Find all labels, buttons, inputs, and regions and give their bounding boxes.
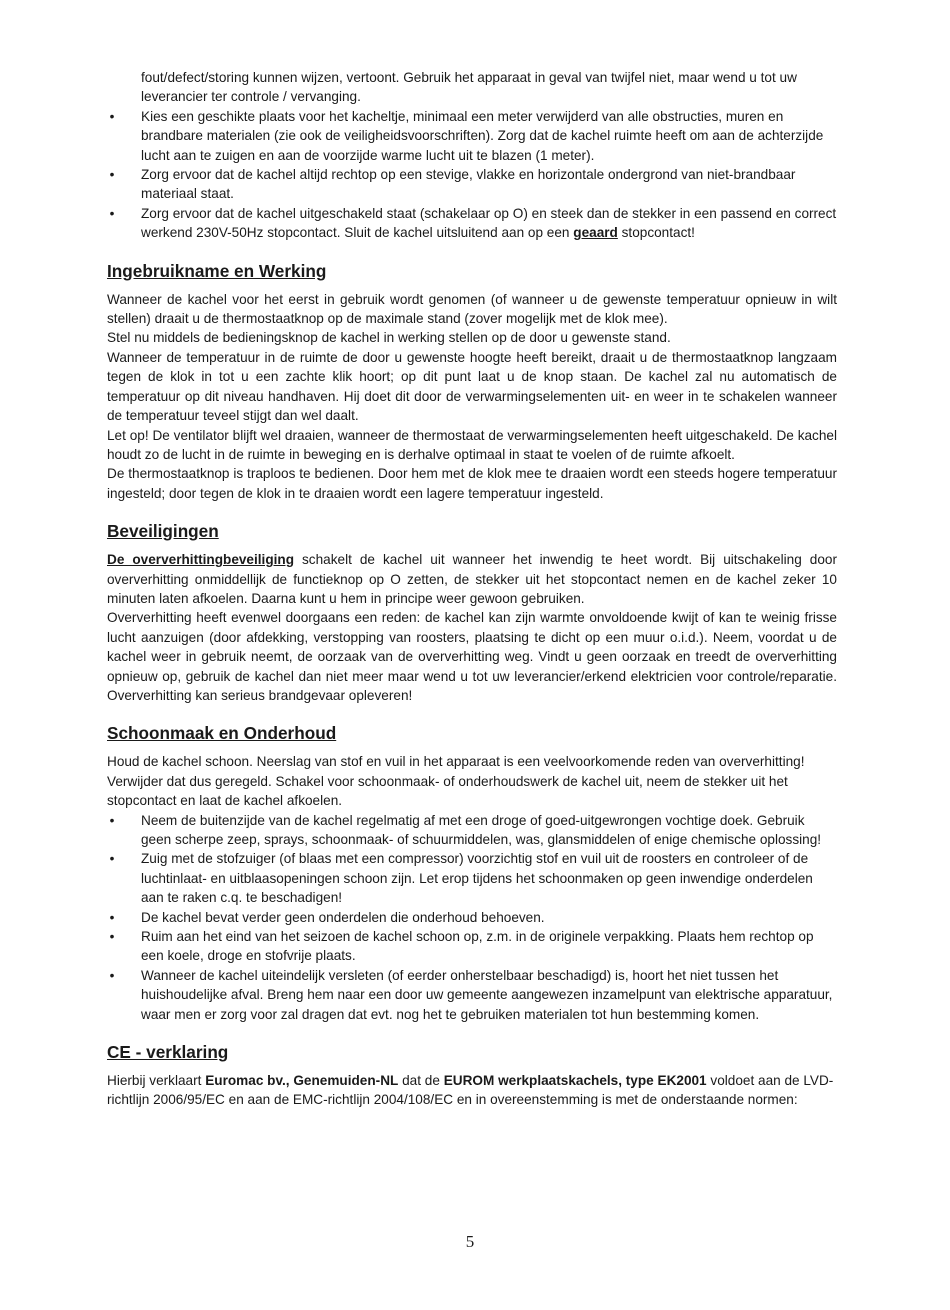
list-item: • Ruim aan het eind van het seizoen de kachel schoon op, z.m. in de originele verpakking. Plaats hem rechtop op een koele, droge en stofvrije plaats.: [107, 927, 837, 966]
list-item: • De kachel bevat verder geen onderdelen die onderhoud behoeven.: [107, 908, 837, 927]
schoonmaak-bullet-list: [107, 811, 837, 1024]
paragraph: De thermostaatknop is traploos te bedienen. Door hem met de klok mee te draaien wordt een steeds hogere temperatuur ingesteld; door tegen de klok in te draaien wordt een lagere temperatuur ingesteld.: [107, 466, 837, 501]
bullet-icon: •: [109, 929, 115, 945]
paragraph: Wanneer de kachel voor het eerst in gebruik wordt genomen (of wanneer u de gewenste temperatuur opnieuw in wilt stellen) draait u de thermostaatknop op de maximale stand (zover mogelijk met de klok mee).: [107, 291, 837, 327]
emphasis-geaard: geaard: [573, 225, 618, 241]
paragraph: Wanneer de temperatuur in de ruimte de door u gewenste hoogte heeft bereikt, draait u de thermostaatknop langzaam tegen de klok in tot u een zachte klik hoort; op dit punt laat u de knop staan. De kachel zal nu automatisch de temperatuur op dit niveau handhaven. Hij doet dit door de verwarmingselementen uit- en weer in te schakelen wanneer de temperatuur teveel stijgt dan wel daalt.: [107, 349, 837, 424]
section-heading-ingebruikname: Ingebruikname en Werking: [107, 260, 327, 281]
bullet-icon: •: [109, 851, 115, 867]
bullet-icon: •: [109, 967, 115, 983]
bullet-icon: •: [109, 909, 115, 925]
list-item: • Kies een geschikte plaats voor het kacheltje, minimaal een meter verwijderd van alle obstructies, muren en brandbare materialen (zie ook de veiligheidsvoorschriften). Zorg dat de kachel ruimte heeft om aan de achterzijde lucht aan te zuigen en aan de voorzijde warme lucht uit te blazen (1 meter).: [107, 107, 837, 165]
list-item: • Neem de buitenzijde van de kachel regelmatig af met een droge of goed-uitgewrongen vochtige doek. Gebruik geen scherpe zeep, sprays, schoonmaak- of schuurmiddelen, was, glansmiddelen of enige chemische oplossing!: [107, 811, 837, 850]
bullet-icon: •: [109, 167, 115, 183]
paragraph: Hierbij verklaart Euromac bv., Genemuiden-NL dat de EUROM werkplaatskachels, type EK2001 voldoet aan de LVD-richtlijn 2006/95/EC en aan de EMC-richtlijn 2004/108/EC en in overeenstemming is met de onderstaande normen:: [107, 1073, 834, 1108]
bullet-icon: •: [109, 108, 115, 124]
manual-page: [107, 68, 837, 1110]
list-item: • Zuig met de stofzuiger (of blaas met een compressor) voorzichtig stof en vuil uit de roosters en controleer of de luchtinlaat- en uitblaasopeningen schoon zijn. Let erop tijdens het schoonmaken op geen inwendige onderdelen aan te raken c.q. te beschadigen!: [107, 849, 837, 907]
list-item: • Zorg ervoor dat de kachel altijd rechtop op een stevige, vlakke en horizontale ondergrond van niet-brandbaar materiaal staat.: [107, 165, 837, 204]
emphasis-oververhittingbeveiliging: De oververhittingbeveiliging: [107, 552, 295, 568]
section-heading-ce: CE - verklaring: [107, 1042, 229, 1063]
bullet-icon: •: [109, 812, 115, 828]
section-heading-beveiligingen: Beveiligingen: [107, 521, 219, 542]
paragraph: Let op! De ventilator blijft wel draaien, wanneer de thermostaat de verwarmingselementen heeft uitgeschakeld. De kachel houdt zo de lucht in de ruimte in beweging en is derhalve optimaal in staat te voelen of de ruimte afkoelt.: [107, 427, 837, 462]
bullet-icon: •: [109, 205, 115, 221]
intro-bullet-list: [107, 107, 837, 243]
list-item: • Zorg ervoor dat de kachel uitgeschakeld staat (schakelaar op O) en steek dan de stekker in een passend en correct werkend 230V-50Hz stopcontact. Sluit de kachel uitsluitend aan op een geaard stopcontact!: [107, 204, 837, 243]
page-number: 5: [465, 1232, 475, 1251]
paragraph: Stel nu middels de bedieningsknop de kachel in werking stellen op de door u gewenste stand.: [107, 330, 671, 346]
intro-continuation: fout/defect/storing kunnen wijzen, vertoont. Gebruik het apparaat in geval van twijfel niet, maar wend u tot uw leverancier ter controle / vervanging.: [141, 70, 797, 105]
list-item: • Wanneer de kachel uiteindelijk versleten (of eerder onherstelbaar beschadigd) is, hoort het niet tussen het huishoudelijke afval. Breng hem naar een door uw gemeente aangewezen inzamelpunt van elektrische apparatuur, waar men er zorg voor zal dragen dat evt. nog het te gebruiken materialen tot hun bestemming komen.: [107, 966, 837, 1024]
section-heading-schoonmaak: Schoonmaak en Onderhoud: [107, 723, 337, 744]
product-name: EUROM werkplaatskachels, type EK2001: [443, 1073, 707, 1089]
paragraph: Oververhitting heeft evenwel doorgaans een reden: de kachel kan zijn warmte onvoldoende kwijt of kan te weinig frisse lucht aanzuigen (door afdekking, verstopping van roosters, plaatsing te dicht op een muur o.i.d.). Neem, voordat u de kachel weer in gebruik neemt, de oorzaak van de oververhitting weg. Vindt u geen oorzaak en treedt de oververhitting opnieuw op, gebruik de kachel dan niet meer maar wend u tot uw leverancier/erkend elektricien voor controle/reparatie. Oververhitting kan serieus brandgevaar opleveren!: [107, 610, 837, 703]
paragraph: Houd de kachel schoon. Neerslag van stof en vuil in het apparaat is een veelvoorkomende reden van oververhitting! Verwijder dat dus geregeld. Schakel voor schoonmaak- of onderhoudswerk de kachel uit, neem de stekker uit het stopcontact en laat de kachel afkoelen.: [107, 754, 805, 809]
paragraph: De oververhittingbeveiliging schakelt de kachel uit wanneer het inwendig te heet wordt. Bij uitschakeling door oververhitting onmiddellijk de functieknop op O zetten, de stekker uit het stopcontact nemen en de kachel zeker 10 minuten laten afkoelen. Daarna kunt u hem in principe weer gewoon gebruiken.: [107, 552, 837, 606]
company-name: Euromac bv., Genemuiden-NL: [205, 1073, 399, 1089]
